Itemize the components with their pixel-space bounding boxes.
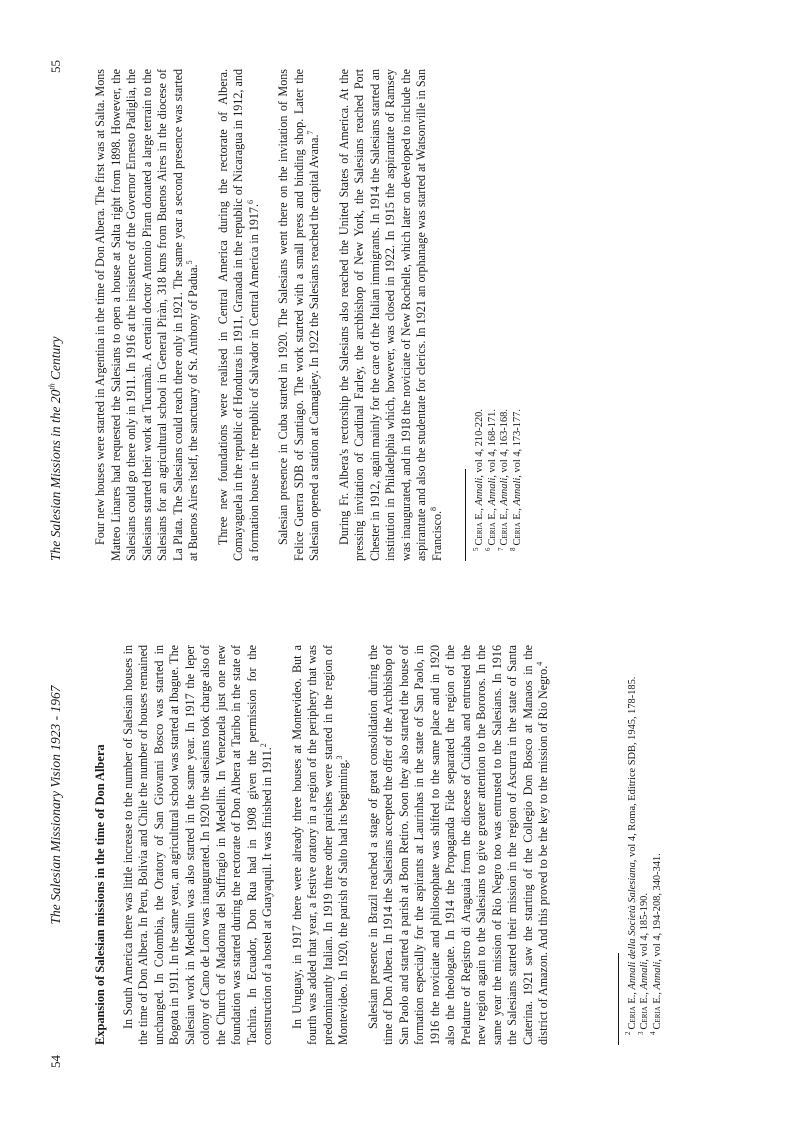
page-number: 55 [48,60,63,73]
footnote: $^5$Ceria E., Annali, vol 4, 210-220. [471,409,485,551]
paragraph: Salesian presence in Cuba started in 1920. The Salesians went there on the invitation of Mons Felice Guerra SDB of Santiago. The work started with a small press and binding shop. Later the Salesian opened a station at Camagüey. In 1922 the Salesians reached the capital Avana.$^7$ [276,69,321,561]
page-55 [0,0,793,561]
body-text [93,69,524,561]
footnote-ref: 7 [305,130,315,135]
running-title: The Salesian Missions in the 20th Century [47,336,63,561]
footnote: $^4$Ceria E., Annali, vol 4, 194-208, 340-341. [649,853,663,1035]
footnotes [471,69,524,561]
running-title: The Salesian Missionary Vision 1923 - 1967 [48,685,63,925]
footnote: $^8$Ceria E., Annali, vol 4, 173-177. [509,409,523,551]
page-number: 54 [48,1055,63,1068]
page-54 [0,562,793,1123]
footnotes [624,645,665,1045]
footnote-rule [618,953,619,1045]
running-header [48,592,68,1068]
footnote-rule [465,469,466,561]
paragraph: Salesian presence in Brazil reached a stage of great consolidation during the time of Don Albera. In 1914 the Salesians accepted the offer of the Archbishop of San Paolo and started a parish at Bom Retiro. Soon they also started the house of formation especially for the aspirants at Laurinhas in the state of San Paolo, in 1916 the noviciate and philosophate was shifted to the same place and in 1920 also the theologate. In 1914 the Propaganda Fide separated the region of the Prelature of Registro di Araguaia from the diocese of Cuiaba and entrusted the new region again to the Salesians to give greater attention to the Bororos. In the same year the mission of Rio Negro too was entrusted to the Salesians. In 1916 the Salesians started their mission in the region of Ascurra in the state of Santa Caterina. 1921 saw the starting of the Collegio Don Bosco at Manaos in the district of Amazon. And this proved to be the key to the mission of Rio Negro.$^4$ [365,645,550,1045]
footnote: $^2$Ceria E., Annali della Società Salesiana, vol 4, Roma, Editrice SDB, 1945, 178-185. [624,676,638,1035]
paragraph: Four new houses were started in Argentina in the time of Don Albera. The first was at Salta. Mons Matteo Linares had requested the Salesians to open a house at Salta right from 1898. However, the Salesians could go there only in 1911. In 1916 at the insistence of the Governor Ernesto Padiglia, the Salesians started their work at Tucumàn. A certain doctor Antonio Piran donated a large terrain to the Salesians for an agricultural school in General Piràn, 318 kms from Buenos Aires in the diocese of La Plata. The Salesians could reach there only in 1921. The same year a second presence was started at Buenos Aires itself, the sanctuary of St. Anthony of Padua.$^5$ [93,69,200,561]
section-heading: Expansion of Salesian missions in the time of Don Albera [93,744,107,1045]
footnote-ref: 4 [534,661,544,666]
paragraph: Three new foundations were realised in Central America during the rectorate of Albera. Comayaguela in the republic of Honduras in 1911, Granada in the republic of Nicaragua in 1912, and a formation house in the republic of Salvador in Central America in 1917.$^6$ [215,69,261,561]
footnote: $^3$Ceria E., Annali, vol 4, 185-190. [636,893,650,1035]
running-header [48,60,68,561]
paragraph: In South America there was little increase to the number of Salesian houses in the time of Don Albera. In Peru, Bolivia and Chile the number of houses remained unchanged. In Colombia, the Oratory of San Giovanni Bosco was started in Bogota in 1911. In the same year, an agricultural school was started at Ibague. The Salesian work in Medellin was also started in the same year. In 1917 the leper colony of Cano de Loro was inaugurated. In 1920 the salesians took charge also of the Church of Madonna del Suffragio in Medellin. In Venezuela just one new foundation was started during the rectorate of Don Albera at Taribo in the state of Tachira. In Ecuador, Don Rua had in 1908 given the permission for the construction of a hostel at Guayaquil. It was finished in 1911.$^2$ [120,645,274,1045]
body-text [93,645,664,1045]
footnote-ref: 3 [334,755,344,760]
footnote: $^6$Ceria E., Annali, vol 4, 168-171. [484,409,498,551]
footnote-ref: 2 [258,743,268,748]
footnote: $^7$Ceria E., Annali, vol 4, 163-168. [496,409,510,551]
footnote-ref: 6 [245,199,255,204]
footnote-ref: 8 [428,506,438,511]
paragraph: In Uruguay, in 1917 there were already three houses at Montevideo. But a fourth was added that year, a festive oratory in a region of the periphery that was predominantly Italian. In 1919 three other parishes were started in the region of Montevideo. In 1920, the parish of Salto had its beginning.$^3$ [289,645,350,1045]
footnote-ref: 5 [184,260,194,265]
paragraph: During Fr. Albera's rectorship the Salesians also reached the United States of America. At the pressing invitation of Cardinal Farley, the archbishop of New York, the Salesians reached Port Chester in 1912, again mainly for the care of the Italian immigrants. In 1914 the Salesians started an institution in Philadelphia which, however, was closed in 1922. In 1915 the aspirantate of Ramsey was inaugurated, and in 1918 the noviciate of New Rochelle, which later on developed to include the aspirantate and also the studentate for clerics. In 1921 an orphanage was started at Watsonville in San Francisco.$^8$ [336,69,444,561]
